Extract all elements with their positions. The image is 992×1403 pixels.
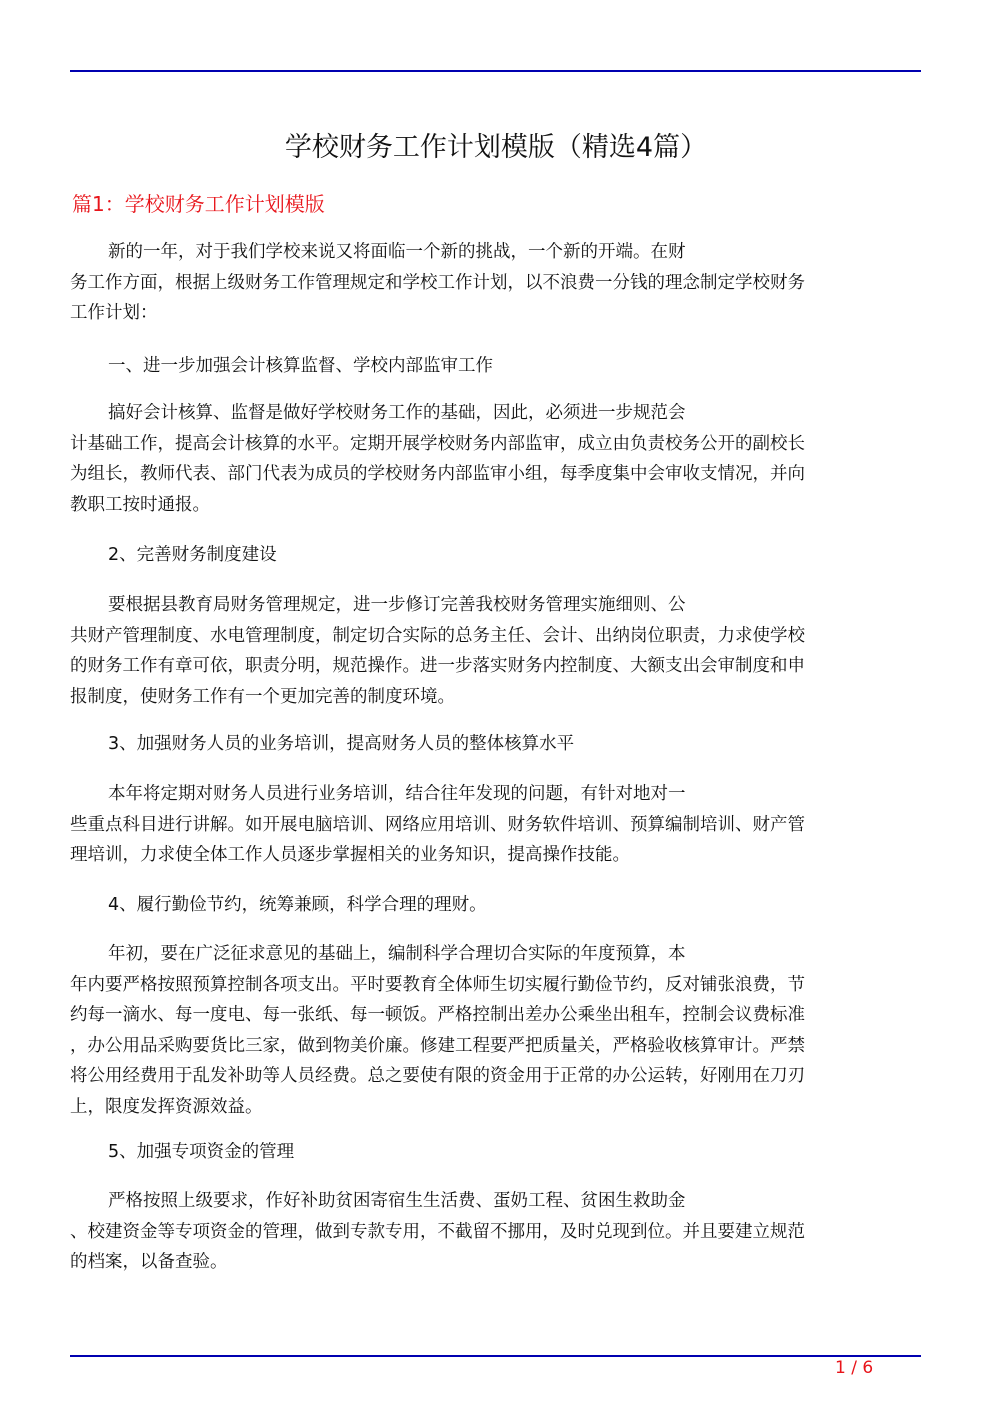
text-line: 要根据县教育局财务管理规定，进一步修订完善我校财务管理实施细则、公 — [108, 595, 686, 615]
paragraph-4 — [70, 939, 921, 1122]
text-line: 务工作方面，根据上级财务工作管理规定和学校工作计划，以不浪费一分钱的理念制定学校财务 — [70, 272, 805, 293]
text-line: 些重点科目进行讲解。如开展电脑培训、网络应用培训、财务软件培训、预算编制培训、财产管 — [70, 814, 805, 835]
document-title: 学校财务工作计划模版（精选4篇） — [284, 132, 708, 163]
footer-rule — [70, 1355, 921, 1357]
text-line: 本年将定期对财务人员进行业务培训，结合往年发现的问题，有针对地对一 — [108, 784, 686, 804]
subheading-4: 4、履行勤俭节约，统筹兼顾，科学合理的理财。 — [108, 895, 487, 915]
text-line: 约每一滴水、每一度电、每一张纸、每一顿饭。严格控制出差办公乘坐出租车，控制会议费标准 — [70, 1005, 805, 1025]
text-line: ，办公用品采购要货比三家，做到物美价廉。修建工程要严把质量关，严格验收核算审计。严禁 — [70, 1035, 805, 1056]
paragraph-2 — [70, 590, 921, 712]
text-line: 、校建资金等专项资金的管理，做到专款专用，不截留不挪用，及时兑现到位。并且要建立规范 — [70, 1221, 805, 1242]
text-line: 理培训，力求使全体工作人员逐步掌握相关的业务知识，提高操作技能。 — [70, 845, 630, 865]
text-line: 的财务工作有章可依，职责分明，规范操作。进一步落实财务内控制度、大额支出会审制度和申 — [70, 656, 805, 676]
intro-paragraph — [70, 237, 921, 329]
paragraph-3 — [70, 779, 921, 871]
text-line: 新的一年，对于我们学校来说又将面临一个新的挑战，一个新的开端。在财 — [108, 242, 686, 262]
page-number: 1 / 6 — [835, 1358, 874, 1378]
paragraph-5 — [70, 1186, 921, 1278]
subheading-2: 2、完善财务制度建设 — [108, 545, 277, 565]
text-line: 的档案，以备查验。 — [70, 1252, 228, 1272]
text-line: 年初，要在广泛征求意见的基础上，编制科学合理切合实际的年度预算，本 — [108, 944, 686, 964]
subheading-3: 3、加强财务人员的业务培训，提高财务人员的整体核算水平 — [108, 734, 575, 754]
text-line: 为组长，教师代表、部门代表为成员的学校财务内部监审小组，每季度集中会审收支情况，并向 — [70, 464, 805, 484]
text-line: 年内要严格按照预算控制各项支出。平时要教育全体师生切实履行勤俭节约，反对铺张浪费，节 — [70, 974, 805, 995]
text-line: 搞好会计核算、监督是做好学校财务工作的基础，因此，必须进一步规范会 — [108, 403, 686, 423]
subheading-5: 5、加强专项资金的管理 — [108, 1142, 295, 1162]
text-line: 计基础工作，提高会计核算的水平。定期开展学校财务内部监审，成立由负责校务公开的副校长 — [70, 433, 805, 454]
text-line: 共财产管理制度、水电管理制度，制定切合实际的总务主任、会计、出纳岗位职责，力求使学校 — [70, 625, 805, 646]
text-line: 教职工按时通报。 — [70, 494, 210, 515]
paragraph-1 — [70, 398, 921, 520]
text-line: 严格按照上级要求，作好补助贫困寄宿生生活费、蛋奶工程、贫困生救助金 — [108, 1191, 686, 1211]
section-heading: 篇1：学校财务工作计划模版 — [72, 192, 325, 216]
text-line: 将公用经费用于乱发补助等人员经费。总之要使有限的资金用于正常的办公运转，好刚用在刀刃 — [70, 1066, 805, 1086]
text-line: 工作计划： — [70, 303, 158, 323]
header-rule — [70, 70, 921, 72]
subheading-1: 一、进一步加强会计核算监督、学校内部监审工作 — [108, 356, 493, 376]
text-line: 报制度，使财务工作有一个更加完善的制度环境。 — [70, 686, 455, 707]
text-line: 上，限度发挥资源效益。 — [70, 1096, 263, 1117]
